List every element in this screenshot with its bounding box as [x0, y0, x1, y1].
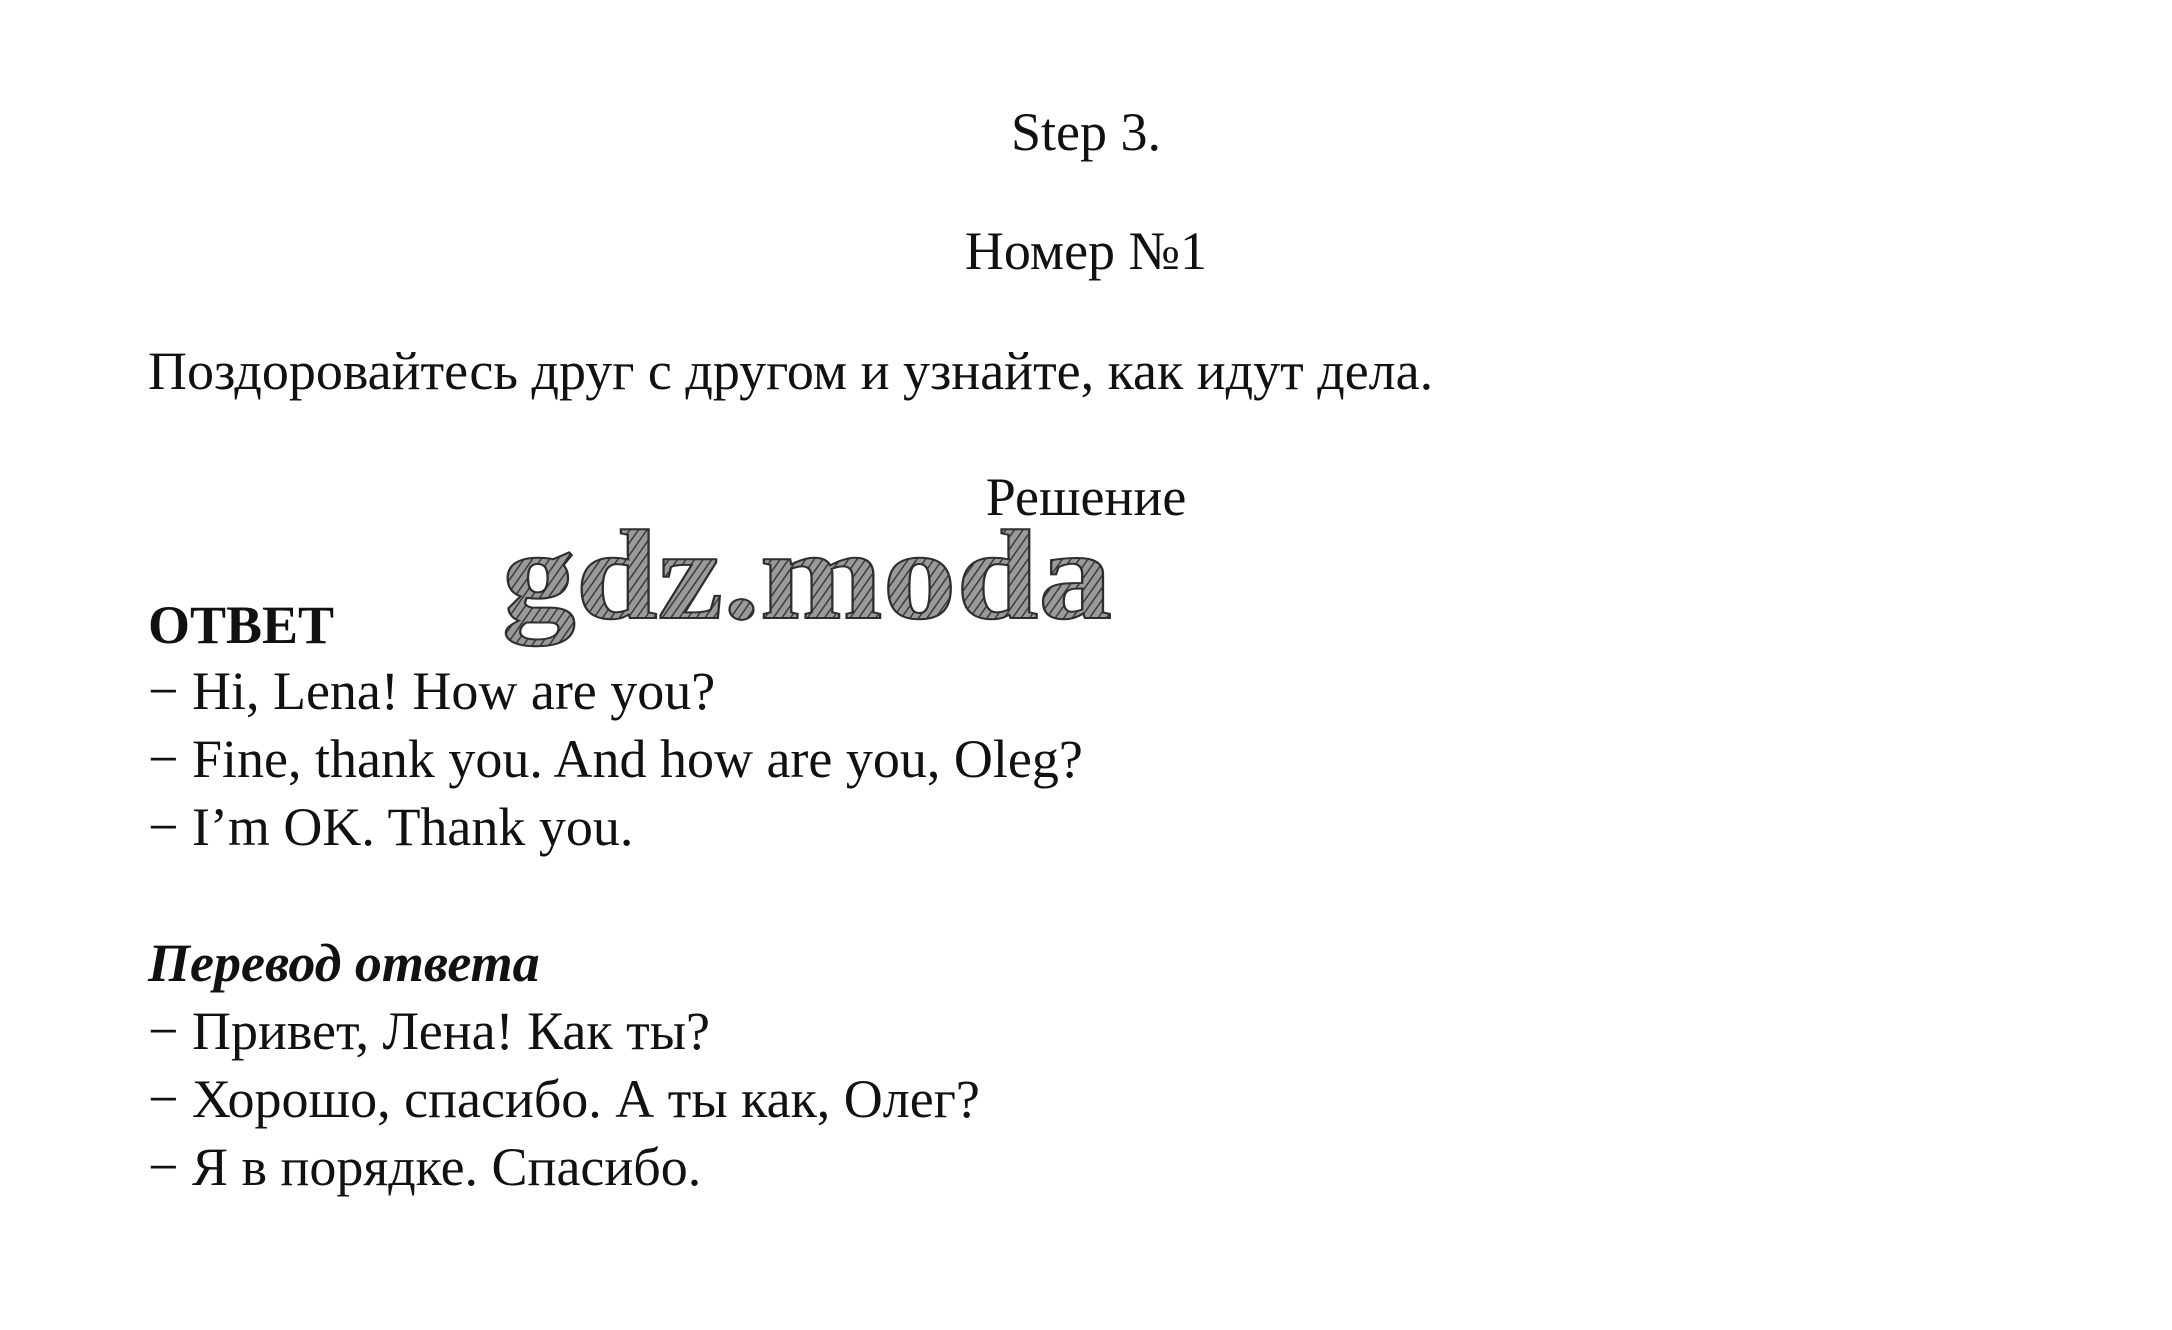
task-text: Поздоровайтесь друг с другом и узнайте, как идут дела. — [148, 341, 1434, 401]
watermark-text: gdz.moda — [502, 518, 1112, 646]
translation-line: − Привет, Лена! Как ты? — [148, 1001, 710, 1061]
exercise-number: Номер №1 — [964, 221, 1208, 281]
gdz-moda-watermark — [492, 518, 1132, 668]
answer-line: − I’m OK. Thank you. — [148, 797, 634, 857]
translation-line: − Хорошо, спасибо. А ты как, Олег? — [148, 1069, 980, 1129]
answer-line: − Hi, Lena! How are you? — [148, 661, 716, 721]
step-title: Step 3. — [1010, 102, 1161, 162]
answer-line: − Fine, thank you. And how are you, Oleg? — [148, 729, 1083, 789]
answer-heading: ОТВЕТ — [148, 595, 335, 655]
translation-line: − Я в порядке. Спасибо. — [148, 1137, 702, 1197]
solution-heading: Решение — [985, 467, 1187, 527]
translation-heading: Перевод ответа — [148, 933, 540, 993]
